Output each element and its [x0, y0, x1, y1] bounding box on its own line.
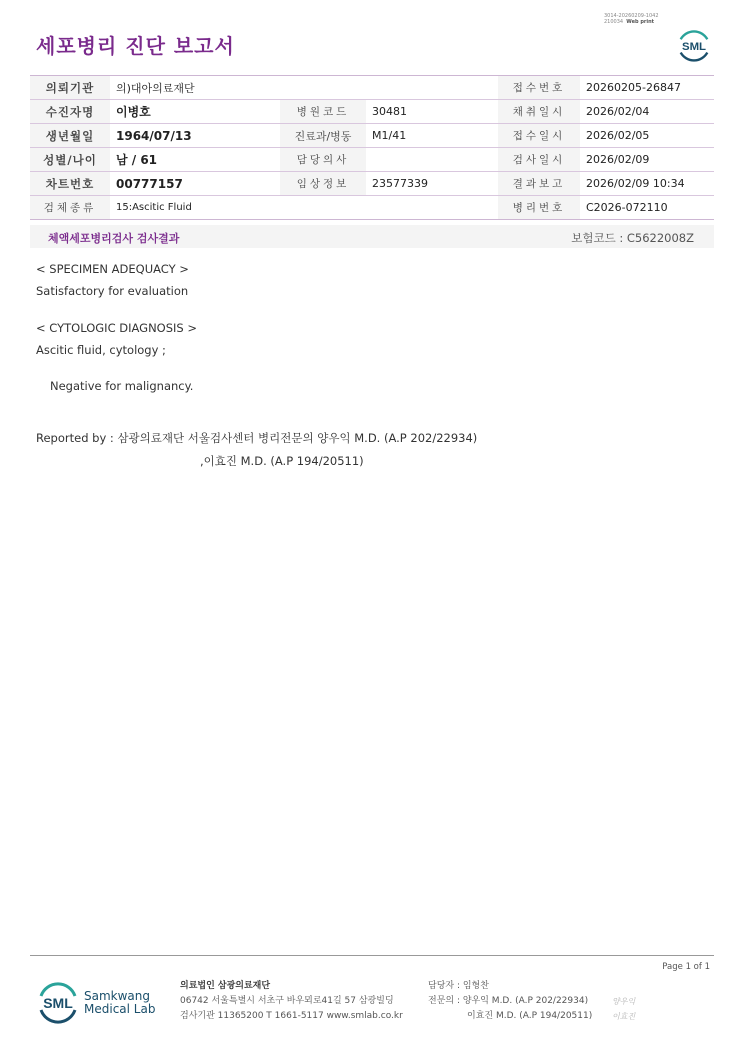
diagnosis-heading: < CYTOLOGIC DIAGNOSIS >	[36, 321, 198, 335]
info-row	[30, 196, 714, 220]
specialist-1: 양우익 M.D. (A.P 202/22934)	[462, 996, 589, 1006]
staff-label: 담당자 :	[428, 981, 460, 991]
insurance-code: 보험코드 : C5622008Z	[571, 231, 694, 245]
staff-info	[428, 979, 592, 1024]
value-sex-age: 남 / 61	[110, 148, 280, 172]
info-row	[30, 172, 714, 196]
value-hospital-code: 30481	[366, 100, 498, 124]
info-row	[30, 148, 714, 172]
value-patient-name: 이병호	[110, 100, 280, 124]
brand-name	[84, 990, 155, 1016]
signature-1: 양우익	[612, 997, 636, 1006]
adequacy-heading: < SPECIMEN ADEQUACY >	[36, 262, 189, 276]
value-test-date: 2026/02/09	[580, 148, 714, 172]
value-birth-date: 1964/07/13	[110, 124, 280, 148]
specialist-label: 전문의 :	[428, 996, 460, 1006]
label-hospital-code: 병원코드	[280, 100, 366, 124]
label-chart-number: 차트번호	[30, 172, 110, 196]
signatures	[612, 994, 635, 1024]
samkwang-logo-icon	[36, 980, 80, 1024]
label-receipt-number: 접수번호	[498, 76, 580, 100]
diagnosis-line1: Ascitic fluid, cytology ;	[36, 343, 166, 357]
label-patient-name: 수진자명	[30, 100, 110, 124]
document-code	[604, 13, 659, 25]
label-specimen-type: 검체종류	[30, 196, 110, 220]
label-birth-date: 생년월일	[30, 124, 110, 148]
result-section-title: 체액세포병리검사 검사결과	[48, 232, 180, 245]
org-contact: 검사기관 11365200 T 1661-5117 www.smlab.co.kr	[180, 1011, 403, 1021]
svg-text:SML: SML	[681, 40, 707, 53]
label-collection-date: 채취일시	[498, 100, 580, 124]
value-chart-number: 00777157	[110, 172, 280, 196]
value-result-report: 2026/02/09 10:34	[580, 172, 714, 196]
svg-text:SML: SML	[43, 995, 73, 1011]
value-receipt-number: 20260205-26847	[580, 76, 714, 100]
label-result-report: 결과보고	[498, 172, 580, 196]
label-test-date: 검사일시	[498, 148, 580, 172]
label-sex-age: 성별/나이	[30, 148, 110, 172]
document-code-line2: 210034	[604, 19, 624, 25]
value-attending-doctor	[366, 148, 498, 172]
page-title: 세포병리 진단 보고서	[36, 34, 235, 58]
label-pathology-number: 병리번호	[498, 196, 580, 220]
organization-info	[180, 979, 403, 1024]
brand-line1: Samkwang	[84, 989, 150, 1003]
reported-by: Reported by : 삼광의료재단 서울검사센터 병리전문의 양우익 M.D. (A.P 202/22934)	[36, 431, 478, 445]
adequacy-text: Satisfactory for evaluation	[36, 284, 189, 298]
patient-info-table	[30, 75, 714, 220]
value-clinical-info: 23577339	[366, 172, 498, 196]
value-department-ward: M1/41	[366, 124, 498, 148]
label-department-ward: 진료과/병동	[280, 124, 366, 148]
reported-by-second: ,이효진 M.D. (A.P 194/20511)	[200, 454, 364, 468]
result-section-band	[30, 225, 714, 248]
label-attending-doctor: 담당의사	[280, 148, 366, 172]
brand-line2: Medical Lab	[84, 1002, 156, 1016]
label-clinical-info: 임상정보	[280, 172, 366, 196]
web-print-label: Web print	[626, 19, 655, 25]
value-receipt-date: 2026/02/05	[580, 124, 714, 148]
value-specimen-type: 15:Ascitic Fluid	[110, 196, 498, 220]
page-number: Page 1 of 1	[662, 962, 710, 972]
value-pathology-number: C2026-072110	[580, 196, 714, 220]
signature-2: 이효진	[612, 1012, 636, 1021]
info-row	[30, 100, 714, 124]
staff-name: 임형찬	[462, 981, 489, 991]
diagnosis-line2: Negative for malignancy.	[50, 379, 194, 393]
value-collection-date: 2026/02/04	[580, 100, 714, 124]
info-row	[30, 76, 714, 100]
org-name: 의료법인 삼광의료재단	[180, 981, 271, 991]
footer-divider	[30, 955, 714, 956]
sml-logo	[675, 26, 713, 64]
document-code-line1: 3014-20260209-1042	[604, 13, 659, 19]
label-requesting-org: 의뢰기관	[30, 76, 110, 100]
specialist-2: 이효진 M.D. (A.P 194/20511)	[467, 1011, 593, 1021]
label-receipt-date: 접수일시	[498, 124, 580, 148]
value-requesting-org: 의)대아의료재단	[110, 76, 498, 100]
org-address: 06742 서울특별시 서초구 바우뫼로41길 57 삼광빌딩	[180, 996, 394, 1006]
info-row	[30, 124, 714, 148]
